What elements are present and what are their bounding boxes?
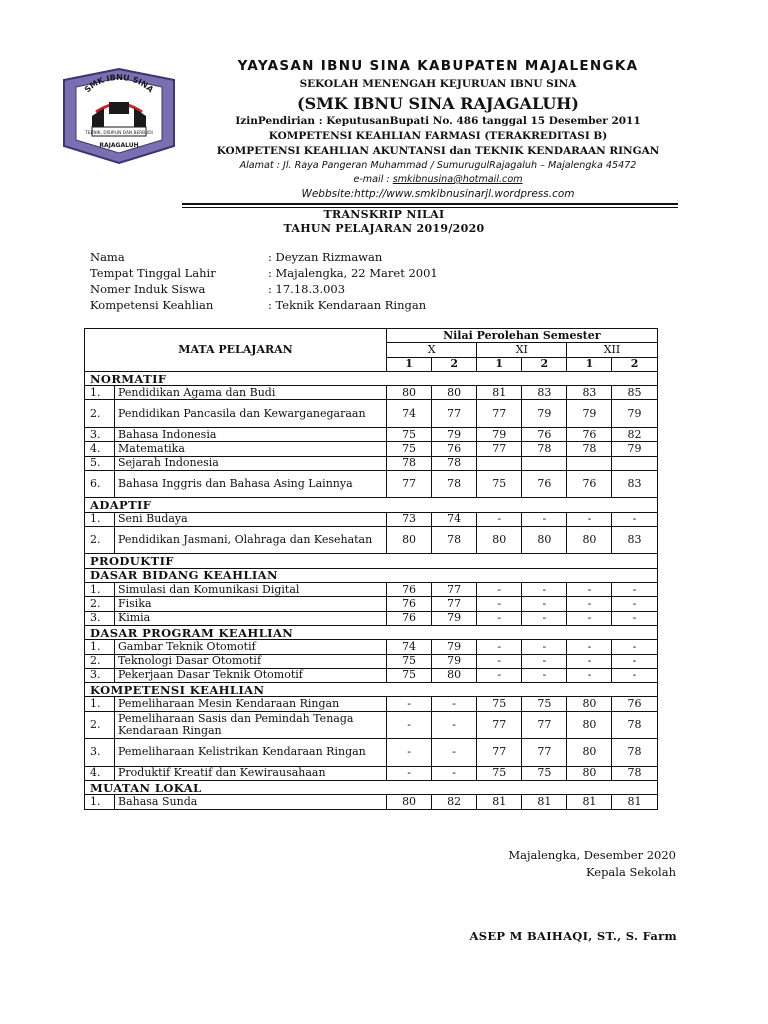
subject-row	[85, 597, 658, 611]
score-cell: 80	[387, 526, 432, 554]
subject-row	[85, 526, 658, 554]
subject-row	[85, 470, 658, 498]
signer-name: ASEP M BAIHAQI, ST., S. Farm	[469, 929, 677, 943]
subject-name: Produktif Kreatif dan Kewirausahaan	[115, 766, 387, 780]
score-cell: -	[522, 583, 567, 597]
subject-row	[85, 697, 658, 711]
subject-name: Pendidikan Jasmani, Olahraga dan Kesehatan	[115, 526, 387, 554]
place-date: Majalengka, Desember 2020	[508, 848, 676, 862]
score-cell: 75	[387, 427, 432, 441]
section-title: DASAR BIDANG KEAHLIAN	[85, 568, 658, 582]
score-cell: 77	[522, 711, 567, 739]
score-cell: -	[612, 597, 657, 611]
score-cell	[567, 456, 612, 470]
score-cell: -	[387, 711, 432, 739]
score-cell: 76	[567, 427, 612, 441]
score-cell: -	[432, 697, 477, 711]
student-info-row	[90, 281, 438, 297]
section-title: MUATAN LOKAL	[85, 781, 658, 795]
logo-arc-text: SMK IBNU SINA	[82, 72, 156, 95]
subject-name: Pendidikan Agama dan Budi	[115, 386, 387, 400]
score-cell: 75	[477, 697, 522, 711]
score-cell: 78	[567, 442, 612, 456]
student-info-value: : Deyzan Rizmawan	[268, 250, 383, 264]
score-cell: 77	[522, 739, 567, 767]
subject-row	[85, 427, 658, 441]
score-cell: 73	[387, 512, 432, 526]
score-cell: -	[522, 597, 567, 611]
score-cell: -	[612, 512, 657, 526]
score-cell: 77	[477, 711, 522, 739]
score-cell: 80	[477, 526, 522, 554]
score-cell: 81	[612, 795, 657, 809]
section-title: NORMATIF	[85, 371, 658, 385]
score-cell: -	[567, 512, 612, 526]
score-cell: 75	[522, 766, 567, 780]
student-info-label: Kompetensi Keahlian	[90, 298, 214, 312]
score-cell: -	[567, 597, 612, 611]
subject-name: Pekerjaan Dasar Teknik Otomotif	[115, 668, 387, 682]
row-number: 3.	[85, 611, 115, 625]
school-logo	[52, 64, 186, 168]
score-cell: -	[567, 640, 612, 654]
score-cell: -	[612, 611, 657, 625]
row-number: 2.	[85, 400, 115, 428]
score-cell: 79	[432, 611, 477, 625]
score-cell: 76	[387, 611, 432, 625]
subject-name: Kimia	[115, 611, 387, 625]
score-cell: -	[477, 597, 522, 611]
score-cell: 77	[432, 597, 477, 611]
document-subtitle: TAHUN PELAJARAN 2019/2020	[283, 222, 485, 235]
score-cell: 80	[387, 795, 432, 809]
score-cell: 80	[522, 526, 567, 554]
score-cell: -	[477, 583, 522, 597]
section-row	[85, 568, 658, 582]
score-cell: 79	[432, 654, 477, 668]
score-cell: -	[567, 611, 612, 625]
score-cell: -	[477, 654, 522, 668]
score-cell: 77	[432, 583, 477, 597]
subject-name: Seni Budaya	[115, 512, 387, 526]
score-cell: 75	[477, 766, 522, 780]
score-cell: -	[387, 766, 432, 780]
score-cell: -	[522, 512, 567, 526]
row-number: 3.	[85, 427, 115, 441]
score-cell: 80	[567, 766, 612, 780]
student-info-label: Nomer Induk Siswa	[90, 282, 206, 296]
subject-row	[85, 456, 658, 470]
student-info-row	[90, 265, 438, 281]
score-cell: 75	[387, 668, 432, 682]
score-cell: 80	[567, 711, 612, 739]
score-cell: -	[522, 668, 567, 682]
competency-line-2: KOMPETENSI KEAHLIAN AKUNTANSI dan TEKNIK KENDARAAN RINGAN	[216, 145, 660, 157]
student-info-value: : Teknik Kendaraan Ringan	[268, 298, 427, 312]
subject-name: Sejarah Indonesia	[115, 456, 387, 470]
section-row	[85, 498, 658, 512]
score-cell: 76	[432, 442, 477, 456]
student-info-label: Nama	[90, 250, 125, 264]
score-cell: 80	[567, 526, 612, 554]
subject-row	[85, 711, 658, 739]
student-info-value: : 17.18.3.003	[268, 282, 346, 296]
score-cell: 80	[387, 386, 432, 400]
section-row	[85, 683, 658, 697]
email-label: e-mail :	[353, 174, 393, 185]
score-cell: 79	[567, 400, 612, 428]
score-cell: -	[387, 739, 432, 767]
subject-name: Pemeliharaan Mesin Kendaraan Ringan	[115, 697, 387, 711]
subject-row	[85, 640, 658, 654]
score-cell: 79	[477, 427, 522, 441]
student-info-label: Tempat Tinggal Lahir	[90, 266, 216, 280]
row-number: 1.	[85, 583, 115, 597]
subject-column-header: MATA PELAJARAN	[85, 329, 387, 372]
section-row	[85, 625, 658, 639]
score-cell: 81	[567, 795, 612, 809]
row-number: 2.	[85, 654, 115, 668]
subject-name: Pendidikan Pancasila dan Kewarganegaraan	[115, 400, 387, 428]
score-cell: -	[567, 583, 612, 597]
subject-name: Fisika	[115, 597, 387, 611]
grade-level-header: XII	[567, 343, 657, 357]
subject-name: Matematika	[115, 442, 387, 456]
score-cell: 74	[387, 400, 432, 428]
subject-row	[85, 386, 658, 400]
score-cell: 74	[387, 640, 432, 654]
signer-role: Kepala Sekolah	[585, 865, 676, 879]
score-cell	[477, 456, 522, 470]
subject-name: Gambar Teknik Otomotif	[115, 640, 387, 654]
score-cell: -	[522, 640, 567, 654]
score-cell: 83	[522, 386, 567, 400]
row-number: 1.	[85, 386, 115, 400]
score-cell: -	[432, 739, 477, 767]
score-cell: 76	[387, 583, 432, 597]
student-info	[90, 249, 438, 313]
subject-row	[85, 795, 658, 809]
score-cell: -	[477, 611, 522, 625]
score-cell: -	[612, 583, 657, 597]
semester-number-header: 2	[612, 357, 657, 371]
subject-name: Teknologi Dasar Otomotif	[115, 654, 387, 668]
row-number: 3.	[85, 739, 115, 767]
document-title: TRANSKRIP NILAI	[323, 208, 445, 221]
score-cell: 77	[477, 739, 522, 767]
score-cell: 76	[612, 697, 657, 711]
row-number: 3.	[85, 668, 115, 682]
score-cell	[612, 456, 657, 470]
subject-name: Pemeliharaan Kelistrikan Kendaraan Ringan	[115, 739, 387, 767]
student-info-row	[90, 297, 438, 313]
score-cell: 75	[477, 470, 522, 498]
student-info-value: : Majalengka, 22 Maret 2001	[268, 266, 438, 280]
score-cell: 75	[387, 654, 432, 668]
score-cell: -	[612, 654, 657, 668]
website-line[interactable]: Webbsite:http://www.smkibnusinarjl.wordpress.com	[301, 188, 575, 200]
score-cell: 77	[477, 442, 522, 456]
score-cell: -	[567, 654, 612, 668]
semester-number-header: 1	[477, 357, 522, 371]
score-cell: 78	[522, 442, 567, 456]
row-number: 1.	[85, 640, 115, 654]
score-cell: -	[477, 512, 522, 526]
score-cell: 75	[522, 697, 567, 711]
score-cell: 79	[432, 640, 477, 654]
logo-bottom-text: RAJAGALUH	[99, 142, 139, 149]
score-cell	[522, 456, 567, 470]
score-cell: 79	[432, 427, 477, 441]
score-cell: 79	[612, 442, 657, 456]
foundation-name: YAYASAN IBNU SINA KABUPATEN MAJALENGKA	[237, 58, 639, 74]
score-cell: -	[612, 640, 657, 654]
score-cell: 79	[612, 400, 657, 428]
email-line	[190, 174, 686, 185]
row-number: 2.	[85, 711, 115, 739]
score-cell: 78	[432, 470, 477, 498]
score-cell: 80	[567, 739, 612, 767]
section-title: KOMPETENSI KEAHLIAN	[85, 683, 658, 697]
score-cell: -	[612, 668, 657, 682]
section-row	[85, 781, 658, 795]
subject-row	[85, 512, 658, 526]
semester-number-header: 1	[387, 357, 432, 371]
score-cell: 78	[432, 526, 477, 554]
semester-number-header: 2	[522, 357, 567, 371]
score-cell: 83	[612, 526, 657, 554]
subject-name: Bahasa Inggris dan Bahasa Asing Lainnya	[115, 470, 387, 498]
subject-row	[85, 442, 658, 456]
score-cell: 78	[612, 711, 657, 739]
score-cell: 80	[567, 697, 612, 711]
subject-name: Pemeliharaan Sasis dan Pemindah Tenaga Kendaraan Ringan	[115, 711, 387, 739]
subject-name: Simulasi dan Komunikasi Digital	[115, 583, 387, 597]
address-line: Alamat : Jl. Raya Pangeran Muhammad / SumurugulRajagaluh – Majalengka 45472	[239, 160, 637, 171]
score-cell: 74	[432, 512, 477, 526]
score-cell: 82	[612, 427, 657, 441]
row-number: 6.	[85, 470, 115, 498]
subject-row	[85, 654, 658, 668]
section-row	[85, 371, 658, 385]
score-cell: 76	[522, 470, 567, 498]
score-cell: 76	[522, 427, 567, 441]
school-full-name: SEKOLAH MENENGAH KEJURUAN IBNU SINA	[299, 78, 577, 90]
semester-header: Nilai Perolehan Semester	[387, 329, 658, 343]
score-cell: 80	[432, 668, 477, 682]
section-title: ADAPTIF	[85, 498, 658, 512]
subject-row	[85, 583, 658, 597]
row-number: 4.	[85, 766, 115, 780]
score-cell: 77	[387, 470, 432, 498]
score-cell: 78	[612, 766, 657, 780]
row-number: 1.	[85, 697, 115, 711]
score-cell: 79	[522, 400, 567, 428]
subject-row	[85, 400, 658, 428]
score-cell: 85	[612, 386, 657, 400]
permit-line: IzinPendirian : KeputusanBupati No. 486 tanggal 15 Desember 2011	[235, 115, 641, 127]
score-cell: -	[522, 611, 567, 625]
subject-row	[85, 739, 658, 767]
score-cell: 83	[612, 470, 657, 498]
score-cell: 83	[567, 386, 612, 400]
grade-level-header: XI	[477, 343, 567, 357]
score-cell: 82	[432, 795, 477, 809]
score-cell: 78	[612, 739, 657, 767]
score-cell: 77	[432, 400, 477, 428]
score-cell: 81	[477, 386, 522, 400]
letterhead-divider	[182, 203, 678, 205]
section-row	[85, 554, 658, 568]
row-number: 2.	[85, 526, 115, 554]
row-number: 2.	[85, 597, 115, 611]
score-cell: 78	[432, 456, 477, 470]
subject-row	[85, 611, 658, 625]
section-title: PRODUKTIF	[85, 554, 658, 568]
school-short-name: (SMK IBNU SINA RAJAGALUH)	[297, 94, 579, 113]
competency-line-1: KOMPETENSI KEAHLIAN FARMASI (TERAKREDITASI B)	[268, 130, 608, 142]
score-cell: -	[432, 711, 477, 739]
semester-number-header: 2	[432, 357, 477, 371]
score-cell: -	[387, 697, 432, 711]
score-cell: 76	[567, 470, 612, 498]
subject-row	[85, 766, 658, 780]
row-number: 1.	[85, 795, 115, 809]
score-cell: 81	[522, 795, 567, 809]
subject-name: Bahasa Sunda	[115, 795, 387, 809]
score-cell: 75	[387, 442, 432, 456]
student-info-row	[90, 249, 438, 265]
row-number: 5.	[85, 456, 115, 470]
score-cell: 78	[387, 456, 432, 470]
score-cell: 81	[477, 795, 522, 809]
score-cell: -	[567, 668, 612, 682]
subject-row	[85, 668, 658, 682]
subject-name: Bahasa Indonesia	[115, 427, 387, 441]
score-cell: -	[477, 640, 522, 654]
row-number: 1.	[85, 512, 115, 526]
grades-table	[84, 328, 658, 810]
grade-level-header: X	[387, 343, 477, 357]
score-cell: -	[477, 668, 522, 682]
score-cell: -	[432, 766, 477, 780]
score-cell: 77	[477, 400, 522, 428]
logo-banner-text: TEKNIK, DISIPLIN DAN BERBUDI	[85, 131, 153, 136]
score-cell: 76	[387, 597, 432, 611]
score-cell: 80	[432, 386, 477, 400]
email-link[interactable]: smkibnusina@hotmail.com	[392, 174, 523, 185]
score-cell: -	[522, 654, 567, 668]
section-title: DASAR PROGRAM KEAHLIAN	[85, 625, 658, 639]
row-number: 4.	[85, 442, 115, 456]
semester-number-header: 1	[567, 357, 612, 371]
